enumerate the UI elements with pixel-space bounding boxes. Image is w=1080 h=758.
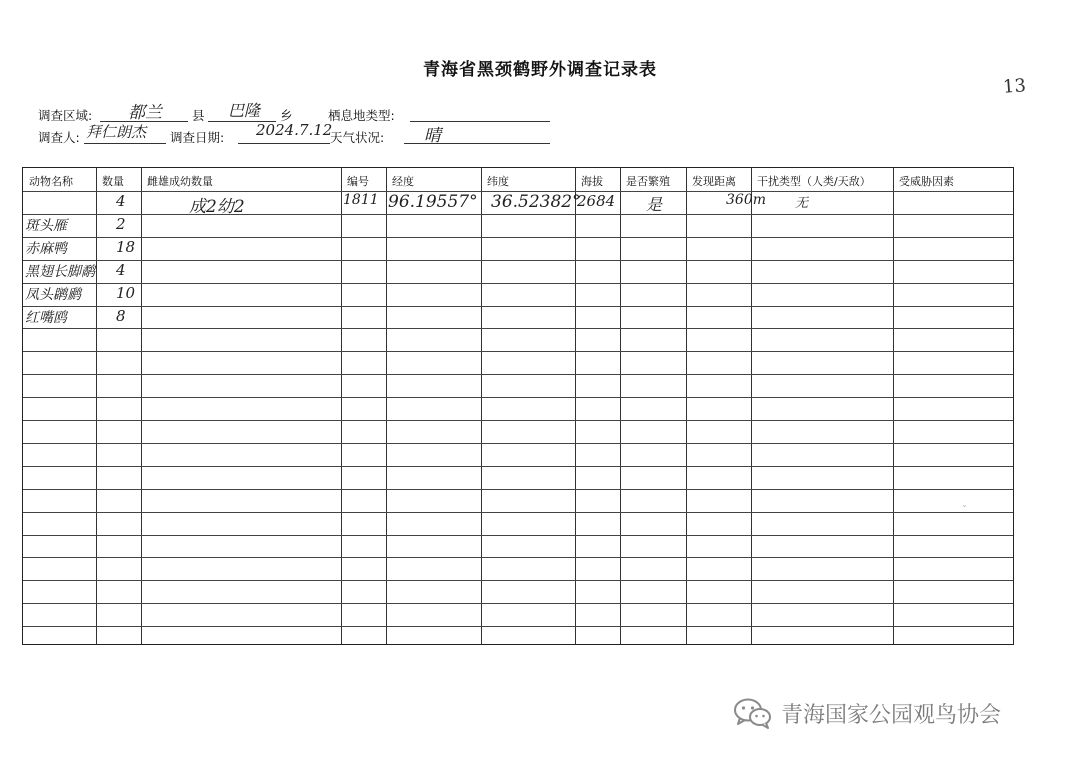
- row-divider: [23, 443, 1013, 444]
- row-divider: [23, 237, 1013, 238]
- row-divider: [23, 512, 1013, 513]
- date-label: 调查日期:: [170, 130, 225, 145]
- column-divider: [96, 168, 97, 644]
- table-header-cell: 受威胁因素: [899, 175, 954, 188]
- row-divider: [23, 328, 1013, 329]
- habitat-label: 栖息地类型:: [328, 108, 395, 123]
- watermark: [733, 693, 1001, 733]
- table-header-cell: 经度: [392, 175, 414, 188]
- row-divider: [23, 535, 1013, 536]
- column-divider: [575, 168, 576, 644]
- table-cell: 斑头雁: [25, 217, 67, 234]
- page-number: 13: [1002, 75, 1027, 98]
- column-divider: [620, 168, 621, 644]
- table-cell: 凤头䴙䴘: [25, 286, 81, 303]
- wechat-icon: [733, 696, 773, 730]
- table-header-cell: 动物名称: [29, 175, 73, 188]
- row-divider: [23, 260, 1013, 261]
- surveyor-label: 调查人:: [38, 130, 80, 145]
- table-cell: 4: [116, 260, 126, 279]
- table-cell: 无: [795, 196, 809, 211]
- table-cell: 4: [116, 192, 126, 210]
- surveyor-value: 拜仁朗杰: [86, 123, 147, 141]
- row-divider: [23, 374, 1013, 375]
- row-divider: [23, 214, 1013, 215]
- county-label: 县: [192, 108, 205, 123]
- row-divider: [23, 306, 1013, 307]
- table-header-cell: 是否繁殖: [626, 175, 670, 188]
- table-header-cell: 纬度: [487, 175, 509, 188]
- column-divider: [386, 168, 387, 644]
- row-divider: [23, 580, 1013, 581]
- row-divider: [23, 626, 1013, 627]
- table-header-cell: 干扰类型（人类/天敌）: [757, 175, 871, 188]
- table-cell: 成2幼2: [189, 197, 245, 217]
- table-cell: 8: [116, 306, 126, 325]
- table-header-cell: 发现距离: [692, 175, 736, 188]
- table-cell: 赤麻鸭: [25, 240, 67, 257]
- table-cell: 18: [116, 237, 136, 256]
- weather-value: 晴: [424, 126, 441, 146]
- survey-table: [22, 167, 1014, 645]
- column-divider: [893, 168, 894, 644]
- table-cell: 2: [116, 214, 126, 233]
- column-divider: [141, 168, 142, 644]
- region-value: 都兰: [128, 103, 162, 123]
- row-divider: [23, 489, 1013, 490]
- row-divider: [23, 466, 1013, 467]
- township-label: 乡: [280, 108, 293, 123]
- table-cell: 红嘴鸥: [25, 309, 67, 326]
- form-title: 青海省黑颈鹤野外调查记录表: [423, 60, 657, 80]
- table-cell: 360m: [726, 192, 766, 208]
- table-header-cell: 编号: [347, 175, 369, 188]
- date-value: 2024.7.12: [256, 121, 333, 139]
- column-divider: [481, 168, 482, 644]
- table-cell: 1811: [343, 192, 379, 208]
- table-cell: 36.52382°: [491, 192, 581, 212]
- column-divider: [341, 168, 342, 644]
- column-divider: [751, 168, 752, 644]
- row-divider: [23, 283, 1013, 284]
- watermark-text: 青海国家公园观鸟协会: [781, 702, 1002, 728]
- row-divider: [23, 603, 1013, 604]
- table-cell: 96.19557°: [388, 192, 478, 212]
- table-header-cell: 数量: [102, 175, 124, 188]
- row-divider: [23, 351, 1013, 352]
- table-cell: 是: [646, 195, 663, 214]
- row-divider: [23, 557, 1013, 558]
- region-label: 调查区域:: [38, 108, 93, 123]
- table-cell: 2684: [577, 192, 616, 210]
- weather-label: 天气状况:: [330, 130, 385, 145]
- table-cell: 10: [116, 283, 136, 302]
- table-header-cell: 雌雄成幼数量: [147, 175, 213, 188]
- township-value: 巴隆: [228, 101, 261, 120]
- row-divider: [23, 420, 1013, 421]
- column-divider: [686, 168, 687, 644]
- row-divider: [23, 397, 1013, 398]
- table-header-cell: 海拔: [581, 175, 603, 188]
- table-cell: 黑翅长脚鹬: [25, 263, 95, 280]
